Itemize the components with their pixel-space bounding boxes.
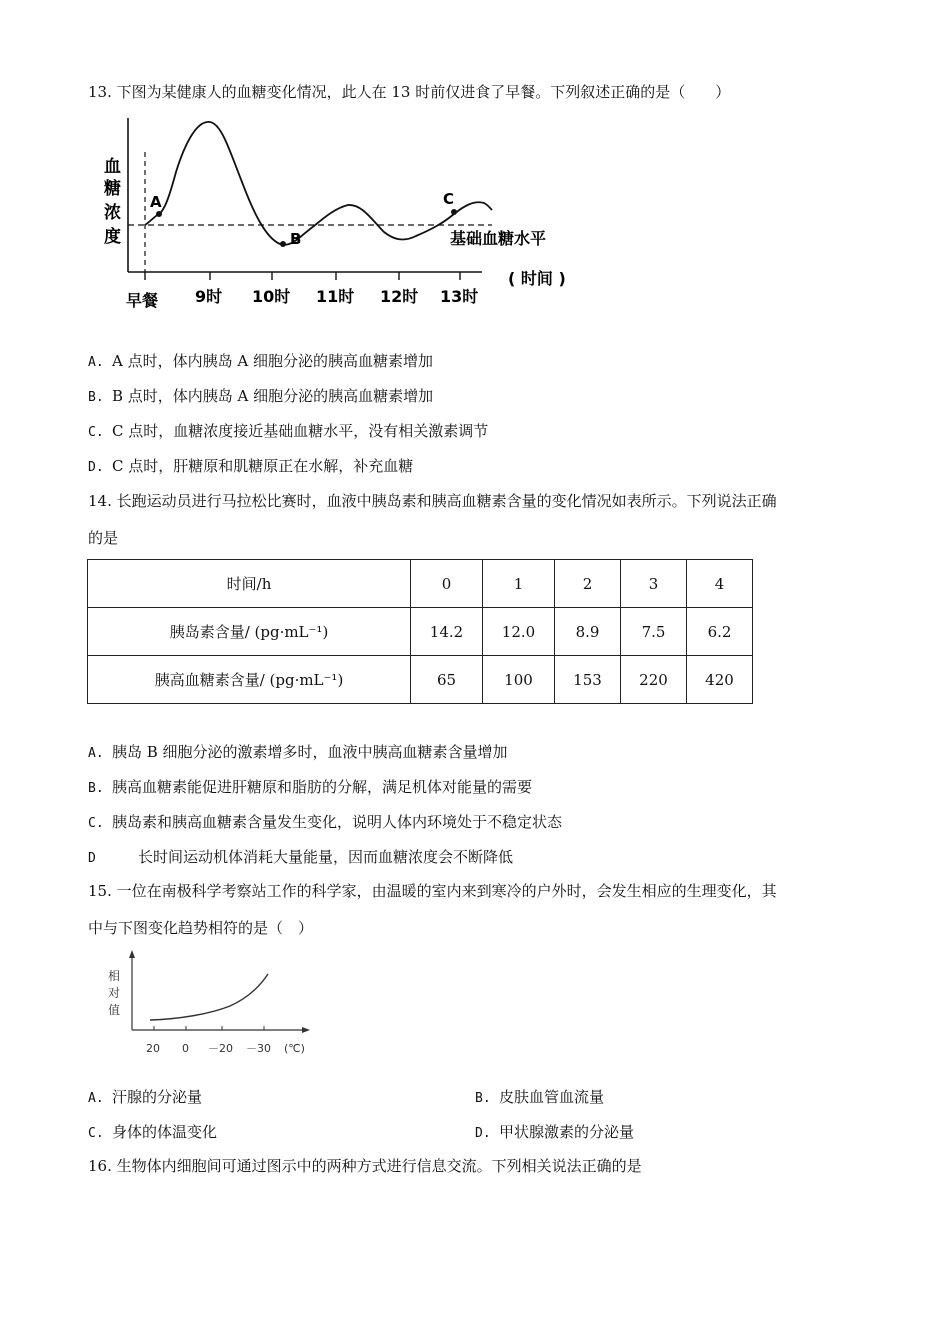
- option-text: 胰高血糖素能促进肝糖原和脂肪的分解，满足机体对能量的需要: [112, 778, 533, 796]
- q13-point-c: [451, 209, 457, 215]
- q13-ylabel-2: 浓: [104, 203, 121, 223]
- q13-label-a: A: [150, 193, 162, 211]
- table-cell: 65: [411, 656, 483, 704]
- q13-option-d: [88, 456, 413, 478]
- q13-ylabel-3: 度: [104, 227, 121, 247]
- q15-ylabel-2: 值: [108, 1003, 121, 1017]
- option-key: D.: [88, 460, 104, 475]
- q14-stem-line1: 14. 长跑运动员进行马拉松比赛时，血液中胰岛素和胰高血糖素含量的变化情况如表所示。下列说法正确: [88, 492, 777, 510]
- q13-baseline-label: 基础血糖水平: [450, 229, 547, 248]
- option-text: C 点时，血糖浓度接近基础血糖水平，没有相关激素调节: [112, 422, 489, 440]
- table-cell: 100: [483, 656, 555, 704]
- q15-trend-curve: [150, 974, 268, 1020]
- q15-xtick-0: 0: [182, 1042, 189, 1055]
- option-key: A.: [88, 746, 104, 761]
- q15-xunit: (℃): [284, 1042, 305, 1055]
- q15-ylabel-0: 相: [108, 969, 121, 983]
- option-text: B 点时，体内胰岛 A 细胞分泌的胰高血糖素增加: [112, 387, 434, 405]
- q15-stem-line2: 中与下图变化趋势相符的是（ ）: [88, 919, 314, 937]
- table-cell: 3: [621, 560, 687, 608]
- option-text: 长时间运动机体消耗大量能量，因而血糖浓度会不断降低: [138, 848, 514, 866]
- table-cell: 7.5: [621, 608, 687, 656]
- option-text: C 点时，肝糖原和肌糖原正在水解，补充血糖: [112, 457, 414, 475]
- q14-stem-line2: 的是: [88, 529, 119, 547]
- table-cell: 胰高血糖素含量/ (pg·mL⁻¹): [88, 656, 411, 704]
- option-text: 皮肤血管血流量: [499, 1088, 605, 1106]
- option-text: 胰岛 B 细胞分泌的激素增多时，血液中胰高血糖素含量增加: [112, 743, 508, 761]
- q13-option-a: [88, 351, 433, 373]
- option-key: A.: [88, 355, 104, 370]
- q13-option-c: [88, 421, 488, 443]
- option-text: A 点时，体内胰岛 A 细胞分泌的胰高血糖素增加: [112, 352, 433, 370]
- table-cell: 4: [687, 560, 753, 608]
- q14-option-b: [88, 777, 532, 799]
- table-cell: 12.0: [483, 608, 555, 656]
- q14-option-c: [88, 812, 562, 834]
- q14-hormone-table: [87, 559, 753, 704]
- q14-option-d: [88, 847, 513, 869]
- option-key: C.: [88, 816, 104, 831]
- q13-ylabel-1: 糖: [104, 179, 121, 199]
- table-cell: 2: [555, 560, 621, 608]
- q15-trend-figure: [100, 948, 320, 1060]
- table-cell: 420: [687, 656, 753, 704]
- q15-option-b: [475, 1087, 604, 1109]
- table-cell: 1: [483, 560, 555, 608]
- table-cell: 14.2: [411, 608, 483, 656]
- q13-xtick-9: 9时: [195, 287, 223, 306]
- q13-xtick-11: 11时: [316, 287, 355, 306]
- q13-point-a: [156, 211, 162, 217]
- q15-option-a: [88, 1087, 202, 1109]
- option-key: A.: [88, 1091, 104, 1106]
- q15-xtick-minus20: －20: [208, 1042, 233, 1055]
- q15-option-d: [475, 1122, 634, 1144]
- table-row: [88, 656, 753, 704]
- option-key: B.: [88, 390, 104, 405]
- option-key: D: [88, 851, 96, 866]
- option-key: D.: [475, 1126, 491, 1141]
- table-cell: 220: [621, 656, 687, 704]
- table-cell: 153: [555, 656, 621, 704]
- table-cell: 0: [411, 560, 483, 608]
- q13-ylabel-0: 血: [104, 157, 121, 177]
- table-cell: 6.2: [687, 608, 753, 656]
- option-text: 身体的体温变化: [112, 1123, 218, 1141]
- q15-option-c: [88, 1122, 217, 1144]
- q13-option-b: [88, 386, 433, 408]
- q13-xtick-10: 10时: [252, 287, 291, 306]
- q13-glucose-curve: [145, 122, 492, 245]
- option-key: C.: [88, 425, 104, 440]
- table-cell: 8.9: [555, 608, 621, 656]
- q15-xtick-minus30: －30: [246, 1042, 271, 1055]
- q13-xtick-12: 12时: [380, 287, 419, 306]
- q13-stem: 13. 下图为某健康人的血糖变化情况，此人在 13 时前仅进食了早餐。下列叙述正确的是（ ）: [88, 83, 731, 101]
- q13-blood-glucose-figure: [100, 112, 580, 316]
- q15-stem-line1: 15. 一位在南极科学考察站工作的科学家，由温暖的室内来到寒冷的户外时，会发生相应的生理变化，其: [88, 882, 777, 900]
- table-cell: 胰岛素含量/ (pg·mL⁻¹): [88, 608, 411, 656]
- table-header-row: [88, 560, 753, 608]
- q13-point-b: [280, 241, 286, 247]
- q13-xtick-13: 13时: [440, 287, 479, 306]
- table-row: [88, 608, 753, 656]
- q16-stem: 16. 生物体内细胞间可通过图示中的两种方式进行信息交流。下列相关说法正确的是: [88, 1157, 642, 1175]
- option-text: 胰岛素和胰高血糖素含量发生变化，说明人体内环境处于不稳定状态: [112, 813, 563, 831]
- q13-xtick-breakfast: 早餐: [126, 291, 159, 310]
- option-key: C.: [88, 1126, 104, 1141]
- q15-ylabel-1: 对: [108, 986, 121, 1000]
- option-key: B.: [88, 781, 104, 796]
- option-text: 汗腺的分泌量: [112, 1088, 203, 1106]
- q13-label-b: B: [290, 230, 302, 248]
- q13-xunit: ( 时间 ): [508, 269, 566, 288]
- q15-xtick-20: 20: [146, 1042, 160, 1055]
- option-text: 甲状腺激素的分泌量: [499, 1123, 635, 1141]
- q13-label-c: C: [443, 190, 455, 208]
- option-key: B.: [475, 1091, 491, 1106]
- table-cell: 时间/h: [88, 560, 411, 608]
- q14-option-a: [88, 742, 508, 764]
